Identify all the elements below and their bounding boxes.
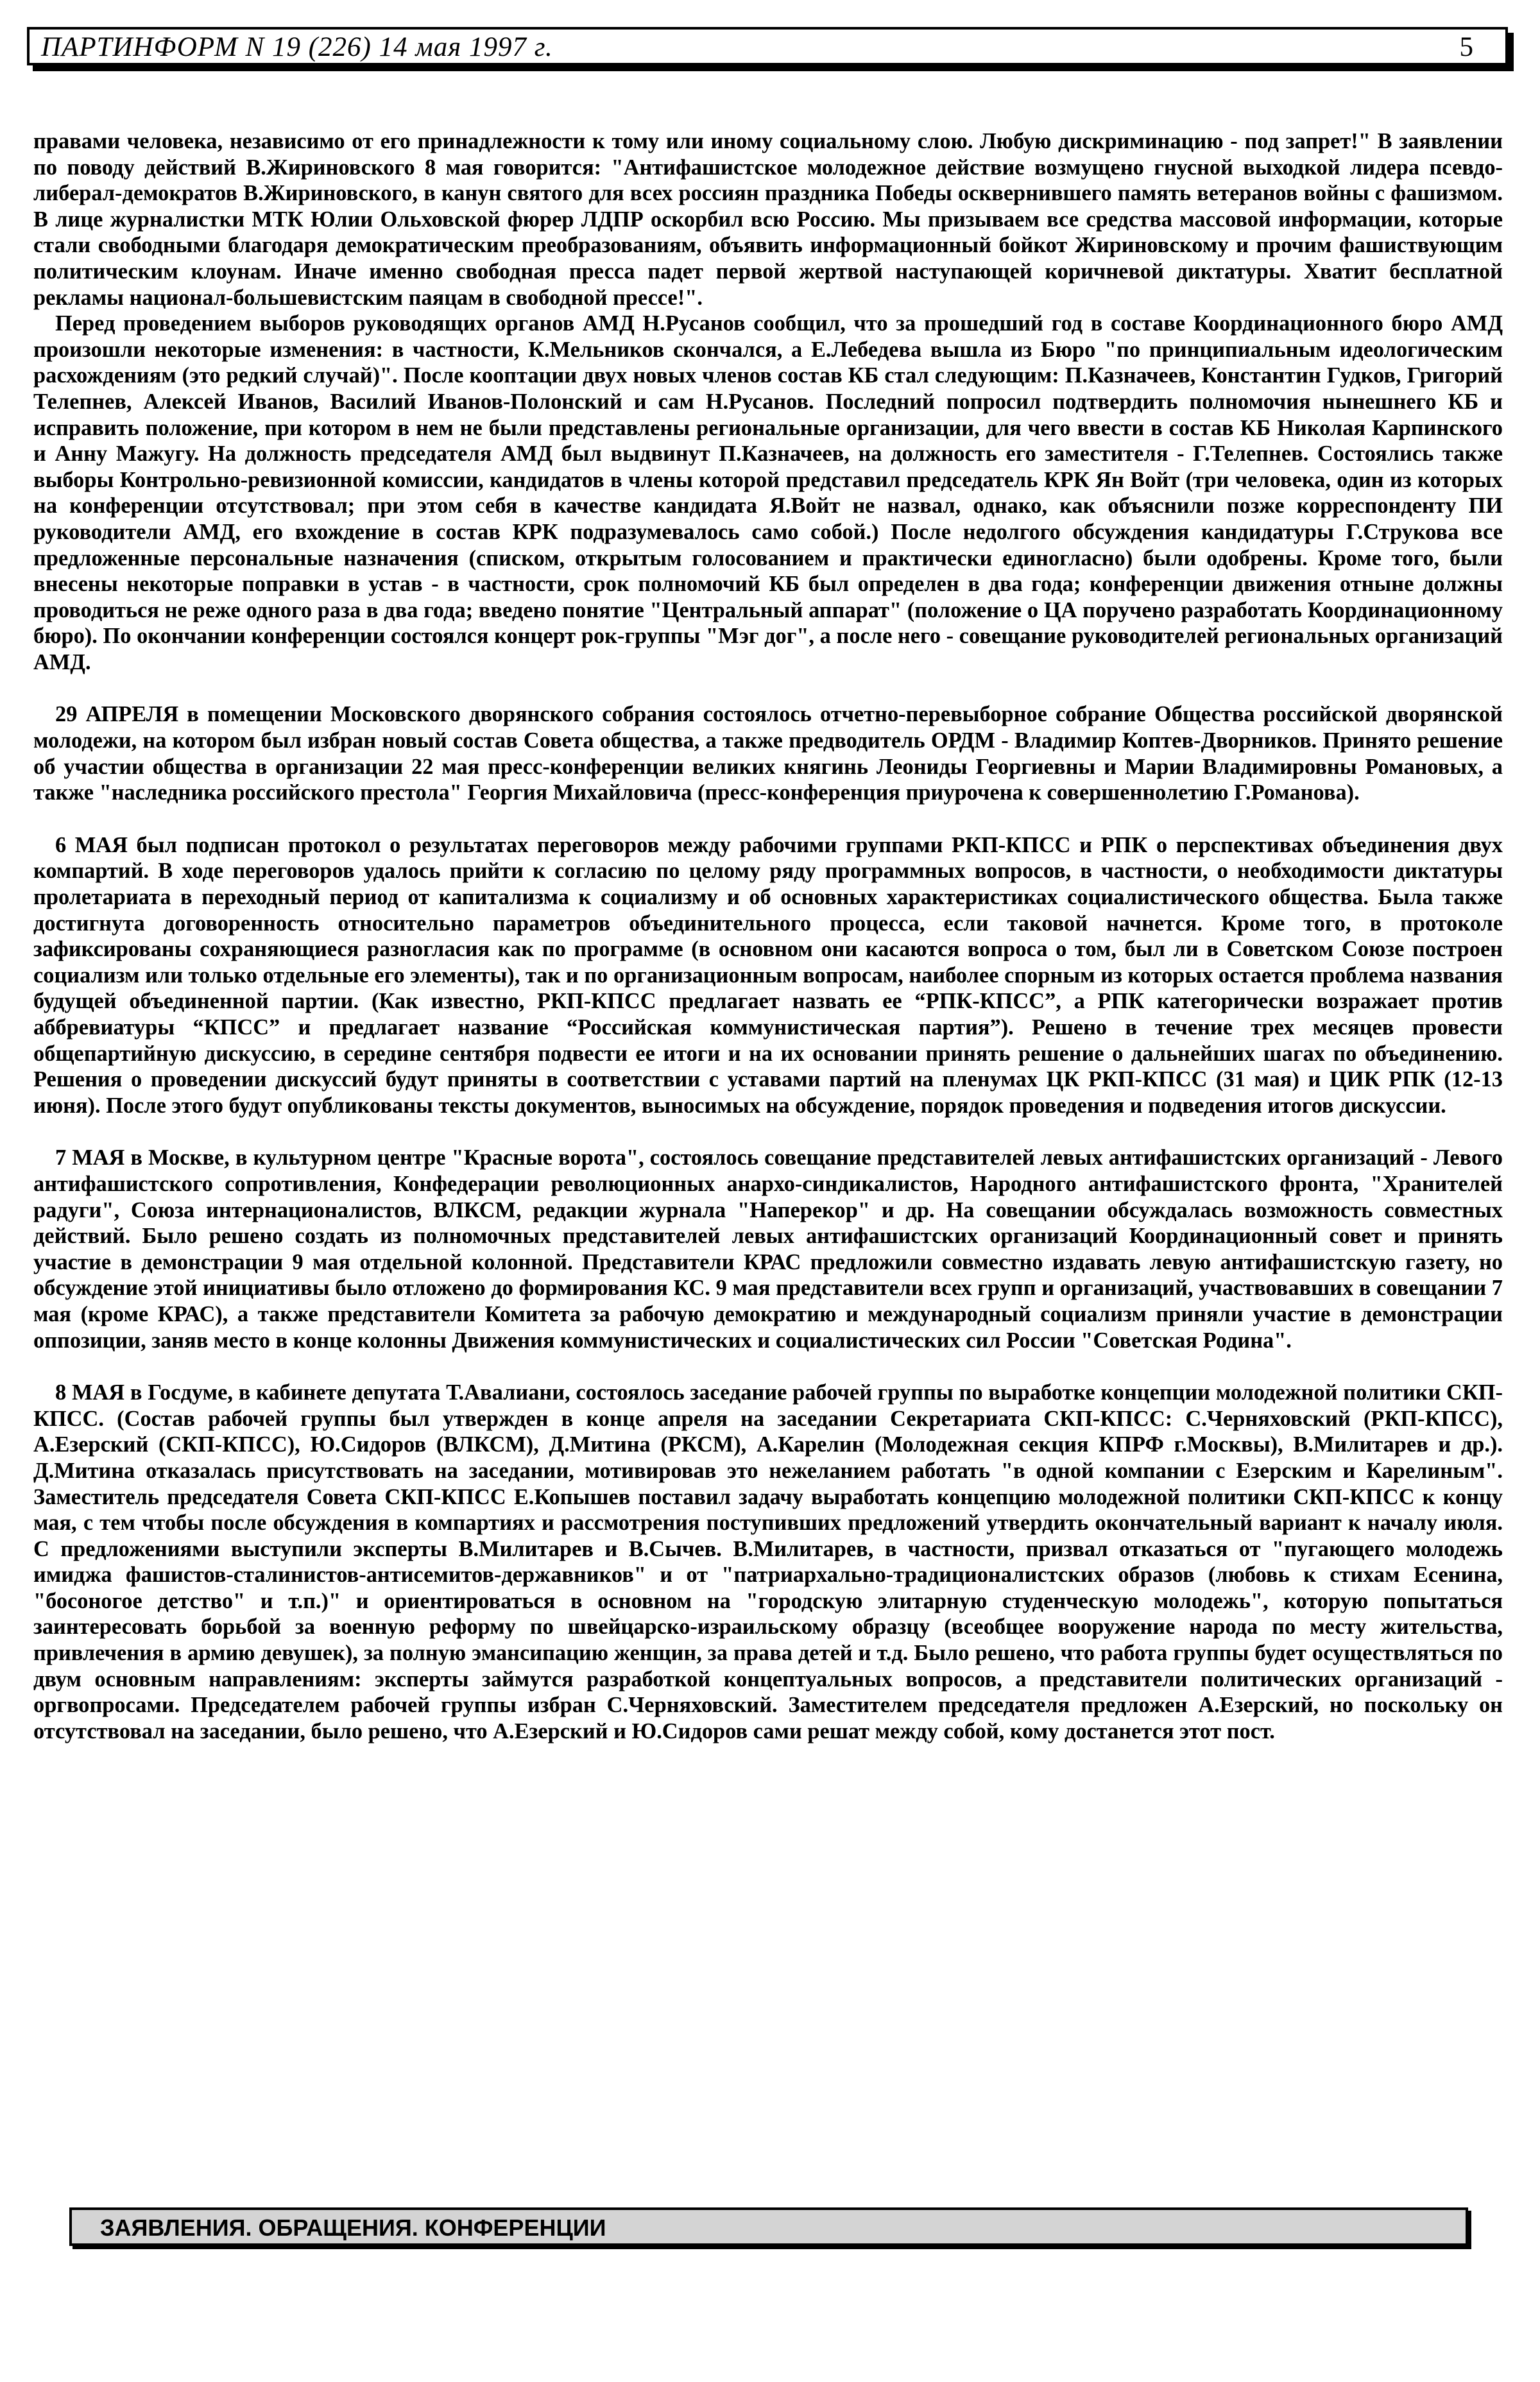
paragraph-amd-elections: Перед проведением выборов руководящих органов АМД Н.Русанов сообщил, что за прошедший год в составе Координационного бюро АМД произошли некоторые изменения: в частности, К.Мельников скончался, а Е.Лебедева вышла из Бюро "по принципиальным идеологическим расхождениям (это редкий случай)". После кооптации двух новых членов состав КБ стал следующим: П.Казначеев, Константин Гудков, Григорий Телепнев, Алексей Иванов, Василий Иванов-Полонский и сам Н.Русанов. Последний попросил подтвердить полномочия нынешнего КБ и исправить положение, при котором в нем не были представлены региональные организации, для чего ввести в состав КБ Николая Карпинского и Анну Мажугу. На должность председателя АМД был выдвинут П.Казначеев, на должность его заместителя - Г.Телепнев. Состоялись также выборы Контрольно-ревизионной комиссии, кандидатов в члены которой представил председатель КРК Ян Войт (три человека, один из которых на конференции отсутствовал; при этом себя в качестве кандидата Я.Войт не назвал, однако, как объяснили позже корреспонденту ПИ руководители АМД, его вхождение в состав КРК подразумевалось само собой.) После недолгого обсуждения кандидатуры Г.Струкова все предложенные персональные назначения (списком, открытым голосованием и практически единогласно) были одобрены. Кроме того, были внесены некоторые поправки в устав - в частности, срок полномочий КБ был определен в два года; конференции движения отныне должны проводиться не реже одного раза в два года; введено понятие "Центральный аппарат" (положение о ЦА поручено разработать Координационному бюро). По окончании конференции состоялся концерт рок-группы "Мэг дог", а после него - совещание руководителей региональных организаций АМД. — [33, 311, 1503, 674]
page-number: 5 — [1459, 32, 1473, 62]
paragraph-may-6: 6 МАЯ был подписан протокол о результатах переговоров между рабочими группами РКП-КПСС и РПК о перспективах объединения двух компартий. В ходе переговоров удалось прийти к согласию по целому ряду программных вопросов, в частности, о необходимости диктатуры пролетариата в переходный период от капитализма к социализму и об основных характеристиках социалистического общества. Была также достигнута договоренность относительно параметров объединительного процесса, если таковой начнется. Кроме того, в протоколе зафиксированы сохраняющиеся разногласия как по программе (в основном они касаются вопроса о том, был ли в Советском Союзе построен социализм или только отдельные его элементы), так и по организационным вопросам, наиболее спорным из которых остается проблема названия будущей объединенной партии. (Как известно, РКП-КПСС предлагает назвать ее “РПК-КПСС”, а РПК категорически возражает против аббревиатуры “КПСС” и предлагает название “Российская коммунистическая партия”). Решено в течение трех месяцев провести общепартийную дискуссию, в середине сентября подвести ее итоги и на их основании принять решение о дальнейших шагах по объединению. Решения о проведении дискуссий будут приняты в соответствии с уставами партий на пленумах ЦК РКП-КПСС (31 мая) и ЦИК РПК (12-13 июня). После этого будут опубликованы тексты документов, выносимых на обсуждение, порядок проведения и подведения итогов дискуссии. — [33, 832, 1503, 1118]
page-header — [27, 27, 1508, 65]
paragraph-may-8: 8 МАЯ в Госдуме, в кабинете депутата Т.Авалиани, состоялось заседание рабочей группы по выработке концепции молодежной политики СКП-КПСС. (Состав рабочей группы был утвержден в конце апреля на заседании Секретариата СКП-КПСС: С.Черняховский (РКП-КПСС), А.Езерский (СКП-КПСС), Ю.Сидоров (ВЛКСМ), Д.Митина (РКСМ), А.Карелин (Молодежная секция КПРФ г.Москвы), В.Милитарев и др.). Д.Митина отказалась присутствовать на заседании, мотивировав это нежеланием работать "в одной компании с Езерским и Карелиным". Заместитель председателя Совета СКП-КПСС Е.Копышев поставил задачу выработать концепцию молодежной политики СКП-КПСС к концу мая, с тем чтобы после обсуждения в компартиях и рассмотрения поступивших предложений утвердить окончательный вариант к началу июля. С предложениями выступили эксперты В.Милитарев и В.Сычев. В.Милитарев, в частности, призвал отказаться от "пугающего молодежь имиджа фашистов-сталинистов-антисемитов-державников" и от "патриархально-традиционалистских образов (любовь к стихам Есенина, "босоногое детство" и т.п.)" и ориентироваться в основном на "городскую элитарную студенческую молодежь", которую попытаться заинтересовать борьбой за военную реформу по швейцарско-израильскому образцу (всеобщее вооружение народа по месту жительства, привлечения в армию девушек), за полную эмансипацию женщин, за права детей и т.д. Было решено, что работа группы будет осуществляться по двум основным направлениям: эксперты займутся разработкой концептуальных вопросов, а представители политических организаций - оргвопросами. Председателем рабочей группы избран С.Черняховский. Заместителем председателя предложен А.Езерский, но поскольку он отсутствовал на заседании, было решено, что А.Езерский и Ю.Сидоров сами решат между собой, кому достанется этот пост. — [33, 1380, 1503, 1744]
section-heading: ЗАЯВЛЕНИЯ. ОБРАЩЕНИЯ. КОНФЕРЕНЦИИ — [100, 2215, 606, 2241]
publication-title: ПАРТИНФОРМ N 19 (226) 14 мая 1997 г. — [41, 32, 553, 62]
paragraph-continued-statement: правами человека, независимо от его принадлежности к тому или иному социальному слою. Любую дискриминацию - под запрет!" В заявлении по поводу действий В.Жириновского 8 мая говорится: "Антифашистское молодежное действие возмущено гнусной выходкой лидера псевдо-либерал-демократов В.Жириновского, в канун святого для всех россиян праздника Победы осквернившего память ветеранов войны с фашизмом. В лице журналистки МТК Юлии Ольховской фюрер ЛДПР оскорбил всю Россию. Мы призываем все средства массовой информации, которые стали свободными благодаря демократическим преобразованиям, объявить информационный бойкот Жириновскому и прочим фашиствующим политическим клоунам. Иначе именно свободная пресса падет первой жертвой наступающей коричневой диктатуры. Хватит бесплатной рекламы национал-большевистским паяцам в свободной прессе!". — [33, 129, 1503, 310]
section-heading-bar — [69, 2207, 1468, 2246]
paragraph-april-29: 29 АПРЕЛЯ в помещении Московского дворянского собрания состоялось отчетно-перевыборное собрание Общества российской дворянской молодежи, на котором был избран новый состав Совета общества, а также предводитель ОРДМ - Владимир Коптев-Дворников. Принято решение об участии общества в организации 22 мая пресс-конференции великих княгинь Леониды Георгиевны и Марии Владимировны Романовых, а также "наследника российского престола" Георгия Михайловича (пресс-конференция приурочена к совершеннолетию Г.Романова). — [33, 702, 1503, 805]
article-body — [33, 128, 1503, 1744]
paragraph-may-7: 7 МАЯ в Москве, в культурном центре "Красные ворота", состоялось совещание представителей левых антифашистских организаций - Левого антифашистского сопротивления, Конфедерации революционных анархо-синдикалистов, Народного антифашистского фронта, "Хранителей радуги", Союза интернационалистов, ВЛКСМ, редакции журнала "Наперекор" и др. На совещании обсуждалась возможность совместных действий. Было решено создать из полномочных представителей левых антифашистских организаций Координационный совет и принять участие в демонстрации 9 мая отдельной колонной. Представители КРАС предложили совместно издавать левую антифашистскую газету, но обсуждение этой инициативы было отложено до формирования КС. 9 мая представители всех групп и организаций, участвовавших в совещании 7 мая (кроме КРАС), а также представители Комитета за рабочую демократию и международный социализм приняли участие в демонстрации оппозиции, заняв место в конце колонны Движения коммунистических и социалистических сил России "Советская Родина". — [33, 1145, 1503, 1353]
